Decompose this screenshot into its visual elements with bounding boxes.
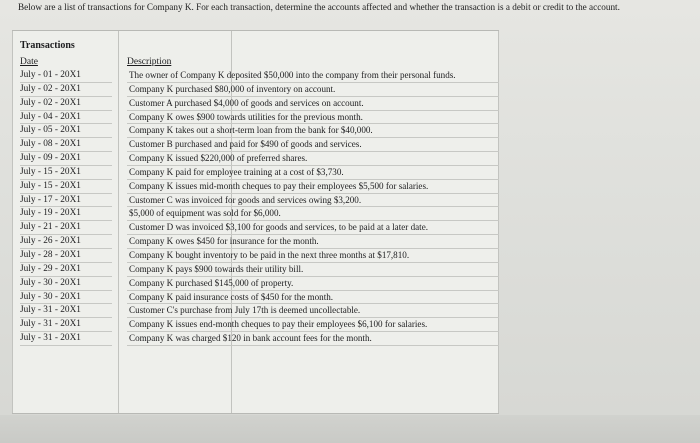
table-row-description: Company K issues mid-month cheques to pay their employees $5,500 for salaries. bbox=[127, 180, 499, 194]
table-row-description: Customer C was invoiced for goods and services owing $3,200. bbox=[127, 194, 499, 208]
table-row-date: July - 05 - 20X1 bbox=[20, 124, 112, 138]
table-row-description: Company K pays $900 towards their utility bill. bbox=[127, 263, 499, 277]
table-row-description: Company K owes $450 for insurance for the month. bbox=[127, 235, 499, 249]
table-row-date: July - 28 - 20X1 bbox=[20, 249, 112, 263]
table-row-description: $5,000 of equipment was sold for $6,000. bbox=[127, 207, 499, 221]
table-row-date: July - 19 - 20X1 bbox=[20, 207, 112, 221]
table-row-date: July - 15 - 20X1 bbox=[20, 166, 112, 180]
table-row-description: Company K paid for employee training at a cost of $3,730. bbox=[127, 166, 499, 180]
table-row-description: Customer B purchased and paid for $490 of goods and services. bbox=[127, 138, 499, 152]
table-left-border bbox=[12, 31, 13, 413]
table-title: Transactions bbox=[20, 40, 75, 51]
table-row-date: July - 08 - 20X1 bbox=[20, 138, 112, 152]
table-row-description: Company K owes $900 towards utilities for the previous month. bbox=[127, 111, 499, 125]
table-row-description: Company K issues end-month cheques to pay their employees $6,100 for salaries. bbox=[127, 318, 499, 332]
instructions-text: Below are a list of transactions for Company K. For each transaction, determine the accounts affected and whether the transaction is a debit or credit to the account. bbox=[18, 2, 620, 12]
date-header: Date bbox=[20, 57, 38, 67]
table-row-date: July - 29 - 20X1 bbox=[20, 263, 112, 277]
table-row-date: July - 17 - 20X1 bbox=[20, 194, 112, 208]
table-row-date: July - 15 - 20X1 bbox=[20, 180, 112, 194]
table-row-date: July - 26 - 20X1 bbox=[20, 235, 112, 249]
column-divider bbox=[118, 31, 119, 413]
table-row-date: July - 30 - 20X1 bbox=[20, 291, 112, 305]
description-column bbox=[127, 56, 499, 346]
description-rows bbox=[127, 69, 499, 346]
table-row-date: July - 31 - 20X1 bbox=[20, 318, 112, 332]
table-row-date: July - 02 - 20X1 bbox=[20, 83, 112, 97]
date-column bbox=[20, 56, 112, 346]
table-row-description: Company K purchased $80,000 of inventory on account. bbox=[127, 83, 499, 97]
background-surface bbox=[0, 415, 700, 443]
table-row-date: July - 31 - 20X1 bbox=[20, 304, 112, 318]
table-row-description: Customer C's purchase from July 17th is deemed uncollectable. bbox=[127, 304, 499, 318]
table-row-description: Company K bought inventory to be paid in the next three months at $17,810. bbox=[127, 249, 499, 263]
table-row-date: July - 04 - 20X1 bbox=[20, 111, 112, 125]
transactions-table bbox=[12, 30, 499, 414]
table-row-description: Company K paid insurance costs of $450 for the month. bbox=[127, 291, 499, 305]
table-row-date: July - 01 - 20X1 bbox=[20, 69, 112, 83]
table-row-date: July - 31 - 20X1 bbox=[20, 332, 112, 346]
table-row-description: Company K issued $220,000 of preferred shares. bbox=[127, 152, 499, 166]
table-row-description: The owner of Company K deposited $50,000 into the company from their personal funds. bbox=[127, 69, 499, 83]
date-rows bbox=[20, 69, 112, 346]
table-row-date: July - 30 - 20X1 bbox=[20, 277, 112, 291]
table-row-description: Company K takes out a short-term loan from the bank for $40,000. bbox=[127, 124, 499, 138]
description-header: Description bbox=[127, 57, 172, 67]
table-row-date: July - 09 - 20X1 bbox=[20, 152, 112, 166]
table-row-description: Customer A purchased $4,000 of goods and services on account. bbox=[127, 97, 499, 111]
table-row-date: July - 21 - 20X1 bbox=[20, 221, 112, 235]
table-row-description: Customer D was invoiced $3,100 for goods and services, to be paid at a later date. bbox=[127, 221, 499, 235]
table-row-description: Company K purchased $145,000 of property. bbox=[127, 277, 499, 291]
table-row-description: Company K was charged $120 in bank account fees for the month. bbox=[127, 332, 499, 346]
table-row-date: July - 02 - 20X1 bbox=[20, 97, 112, 111]
